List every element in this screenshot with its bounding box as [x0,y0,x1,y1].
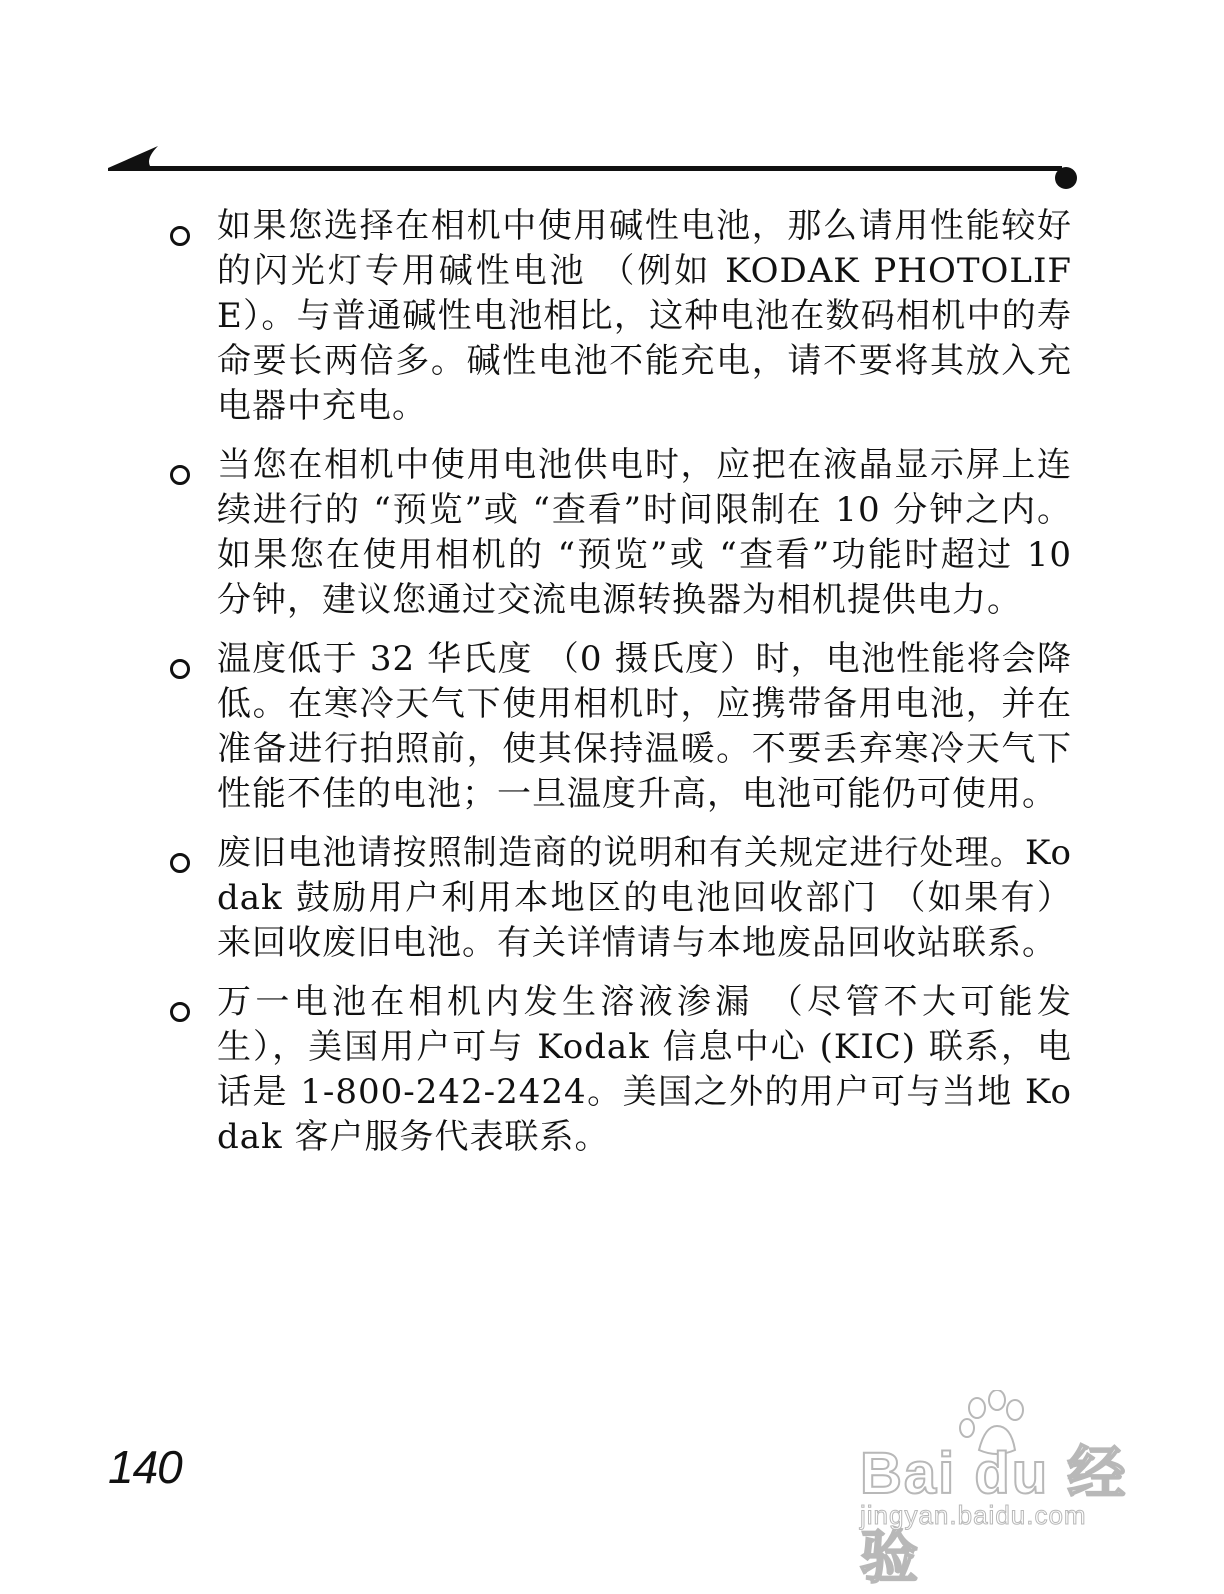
watermark-brand: Bai du 经验 [860,1441,1128,1590]
list-item [160,204,1072,429]
list-item-text: 当您在相机中使用电池供电时，应把在液晶显示屏上连续进行的 “预览”或 “查看”时间限制在 10 分钟之内。如果您在使用相机的 “预览”或 “查看”功能时超过 10 分钟，建议您通过交流电源转换器为相机提供电力。 [217,445,1072,620]
page-number: 140 [108,1441,182,1493]
list-item [160,443,1072,623]
list-item [160,980,1072,1160]
list-item-text: 万一电池在相机内发生溶液渗漏 （尽管不大可能发生），美国用户可与 Kodak 信息中心 (KIC) 联系，电话是 1-800-242-2424。美国之外的用户可与当地 Kodak 客户服务代表联系。 [217,982,1072,1157]
list-item-text: 如果您选择在相机中使用碱性电池，那么请用性能较好的闪光灯专用碱性电池 （例如 KODAK PHOTOLIFE）。与普通碱性电池相比，这种电池在数码相机中的寿命要长两倍多。碱性电池不能充电，请不要将其放入充电器中充电。 [217,206,1072,426]
bullet-list [160,204,1072,1174]
bullet-circle-icon [170,853,190,873]
list-item-text: 废旧电池请按照制造商的说明和有关规定进行处理。Kodak 鼓励用户利用本地区的电池回收部门 （如果有）来回收废旧电池。有关详情请与本地废品回收站联系。 [217,833,1072,963]
watermark-url: jingyan.baidu.com [860,1500,1087,1530]
bullet-circle-icon [170,465,190,485]
bullet-circle-icon [170,1002,190,1022]
header-rule-decoration [0,0,1224,220]
list-item-text: 温度低于 32 华氏度 （0 摄氏度）时，电池性能将会降低。在寒冷天气下使用相机时，应携带备用电池，并在准备进行拍照前，使其保持温暖。不要丢弃寒冷天气下性能不佳的电池；一旦温度升高，电池可能仍可使用。 [217,639,1072,814]
bullet-circle-icon [170,659,190,679]
baidu-watermark [860,1390,1150,1590]
list-item [160,831,1072,966]
bullet-circle-icon [170,226,190,246]
list-item [160,637,1072,817]
